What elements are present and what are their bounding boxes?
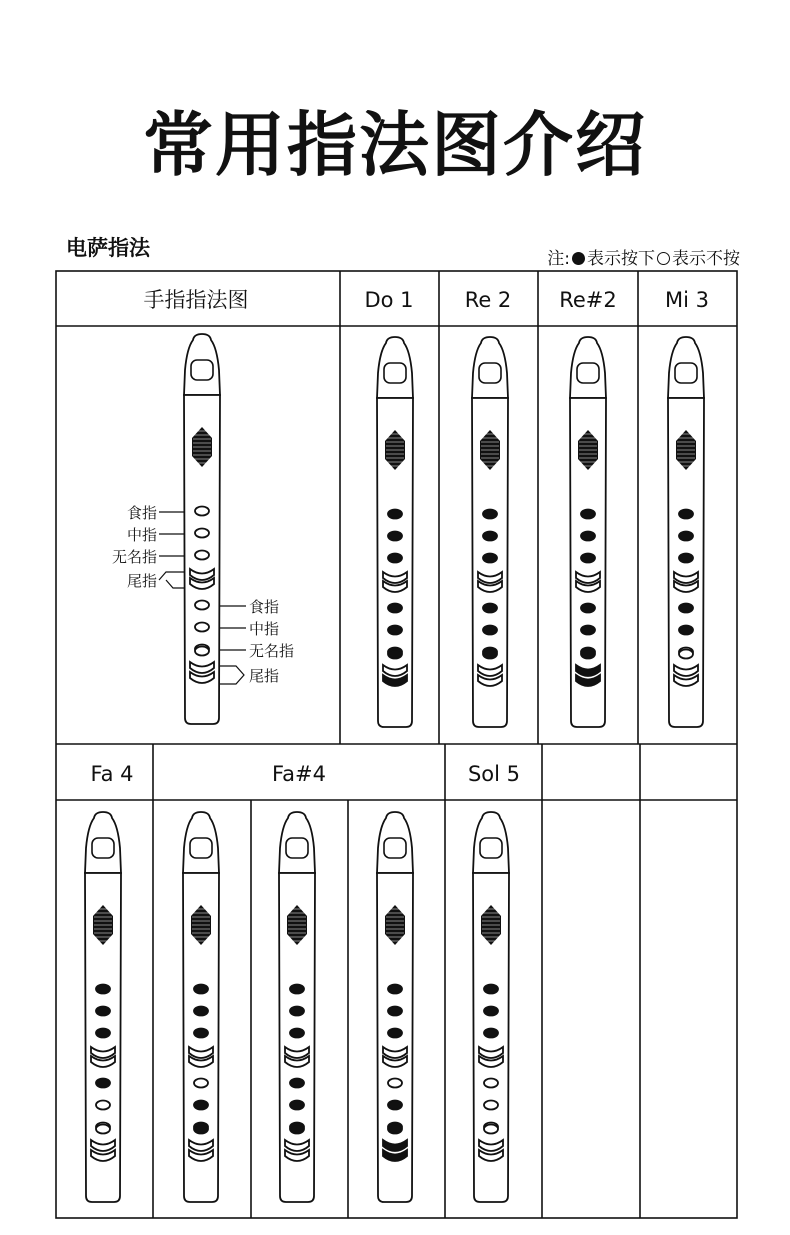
instrument-hand-chart bbox=[184, 334, 220, 724]
legend-prefix: 注: bbox=[547, 249, 570, 269]
upper-hole bbox=[195, 551, 209, 560]
mouthpiece-window bbox=[190, 838, 212, 858]
upper-hole bbox=[483, 510, 497, 519]
upper-hole bbox=[388, 532, 402, 541]
lower-hole bbox=[194, 1125, 208, 1134]
hand-label-upper-pinky: 尾指 bbox=[126, 572, 157, 590]
lower-hole bbox=[581, 604, 595, 613]
lower-hole bbox=[290, 1079, 304, 1088]
upper-hole bbox=[96, 1029, 110, 1038]
header-note-5: Fa 4 bbox=[90, 762, 134, 786]
legend-open-text: 表示不按 bbox=[672, 249, 740, 269]
lower-hole bbox=[581, 650, 595, 659]
hand-label-lower-ring: 无名指 bbox=[249, 642, 295, 660]
instrument-note-r2-4 bbox=[377, 812, 413, 1202]
lower-hole bbox=[194, 1101, 208, 1110]
header-note-3: Re#2 bbox=[559, 288, 617, 312]
header-hand-chart: 手指指法图 bbox=[143, 288, 249, 312]
lower-hole bbox=[388, 604, 402, 613]
upper-hole bbox=[388, 554, 402, 563]
lower-hole bbox=[290, 1101, 304, 1110]
instrument-note-r2-5 bbox=[473, 812, 509, 1202]
page-title: 常用指法图介绍 bbox=[143, 104, 647, 186]
instrument-note-r2-1 bbox=[85, 812, 121, 1202]
lower-hole bbox=[195, 623, 209, 632]
lower-hole bbox=[679, 604, 693, 613]
instrument-note-1 bbox=[377, 337, 413, 727]
upper-hole bbox=[484, 985, 498, 994]
hand-label-lower-pinky: 尾指 bbox=[249, 667, 280, 685]
upper-hole bbox=[483, 554, 497, 563]
mouthpiece-window bbox=[577, 363, 599, 383]
upper-hole bbox=[290, 985, 304, 994]
lower-hole bbox=[483, 604, 497, 613]
upper-hole bbox=[388, 510, 402, 519]
mouthpiece-window bbox=[384, 363, 406, 383]
lower-hole bbox=[96, 1079, 110, 1088]
mouthpiece-window bbox=[480, 838, 502, 858]
lower-hole bbox=[195, 601, 209, 610]
lower-hole bbox=[195, 647, 209, 656]
instrument-note-4 bbox=[668, 337, 704, 727]
upper-hole bbox=[388, 1029, 402, 1038]
hand-label-lower-middle: 中指 bbox=[249, 620, 280, 638]
upper-hole bbox=[195, 529, 209, 538]
upper-hole bbox=[388, 985, 402, 994]
lower-hole bbox=[483, 626, 497, 635]
instrument-note-r2-3 bbox=[279, 812, 315, 1202]
mouthpiece-window bbox=[675, 363, 697, 383]
hand-label-upper-middle: 中指 bbox=[126, 526, 157, 544]
lower-hole bbox=[484, 1101, 498, 1110]
mouthpiece-window bbox=[384, 838, 406, 858]
upper-hole bbox=[290, 1029, 304, 1038]
upper-hole bbox=[483, 532, 497, 541]
lower-hole bbox=[388, 626, 402, 635]
upper-hole bbox=[679, 554, 693, 563]
lower-hole bbox=[581, 626, 595, 635]
lower-hole bbox=[388, 1125, 402, 1134]
instrument-note-r2-2 bbox=[183, 812, 219, 1202]
mouthpiece-window bbox=[479, 363, 501, 383]
upper-hole bbox=[581, 532, 595, 541]
lower-hole bbox=[679, 626, 693, 635]
upper-hole bbox=[484, 1029, 498, 1038]
header-note-1: Do 1 bbox=[364, 288, 414, 312]
lower-hole bbox=[290, 1125, 304, 1134]
lower-hole bbox=[388, 650, 402, 659]
upper-hole bbox=[96, 985, 110, 994]
upper-hole bbox=[388, 1007, 402, 1016]
upper-hole bbox=[484, 1007, 498, 1016]
hand-label-upper-ring: 无名指 bbox=[111, 548, 157, 566]
upper-hole bbox=[194, 1029, 208, 1038]
header-note-4: Mi 3 bbox=[665, 288, 709, 312]
lower-hole bbox=[388, 1101, 402, 1110]
upper-hole bbox=[194, 985, 208, 994]
mouthpiece-window bbox=[286, 838, 308, 858]
lower-hole bbox=[484, 1125, 498, 1134]
header-note-6: Fa#4 bbox=[272, 762, 326, 786]
instrument-note-3 bbox=[570, 337, 606, 727]
upper-hole bbox=[195, 507, 209, 516]
lower-hole bbox=[388, 1079, 402, 1088]
upper-hole bbox=[581, 554, 595, 563]
lower-hole bbox=[484, 1079, 498, 1088]
upper-hole bbox=[581, 510, 595, 519]
lower-hole bbox=[483, 650, 497, 659]
lower-hole bbox=[96, 1125, 110, 1134]
upper-hole bbox=[290, 1007, 304, 1016]
upper-hole bbox=[194, 1007, 208, 1016]
hand-label-upper-index: 食指 bbox=[126, 504, 157, 522]
instrument-note-2 bbox=[472, 337, 508, 727]
lower-hole bbox=[194, 1079, 208, 1088]
upper-hole bbox=[679, 532, 693, 541]
header-note-2: Re 2 bbox=[464, 288, 512, 312]
hand-label-lower-index: 食指 bbox=[249, 598, 280, 616]
lower-hole bbox=[96, 1101, 110, 1110]
mouthpiece-window bbox=[191, 360, 213, 380]
legend-pressed-text: 表示按下 bbox=[587, 249, 655, 269]
mouthpiece-window bbox=[92, 838, 114, 858]
header-note-7: Sol 5 bbox=[467, 762, 521, 786]
section-title: 电萨指法 bbox=[66, 236, 150, 260]
instrument-diagrams bbox=[85, 334, 704, 1202]
upper-hole bbox=[679, 510, 693, 519]
lower-hole bbox=[679, 650, 693, 659]
upper-hole bbox=[96, 1007, 110, 1016]
